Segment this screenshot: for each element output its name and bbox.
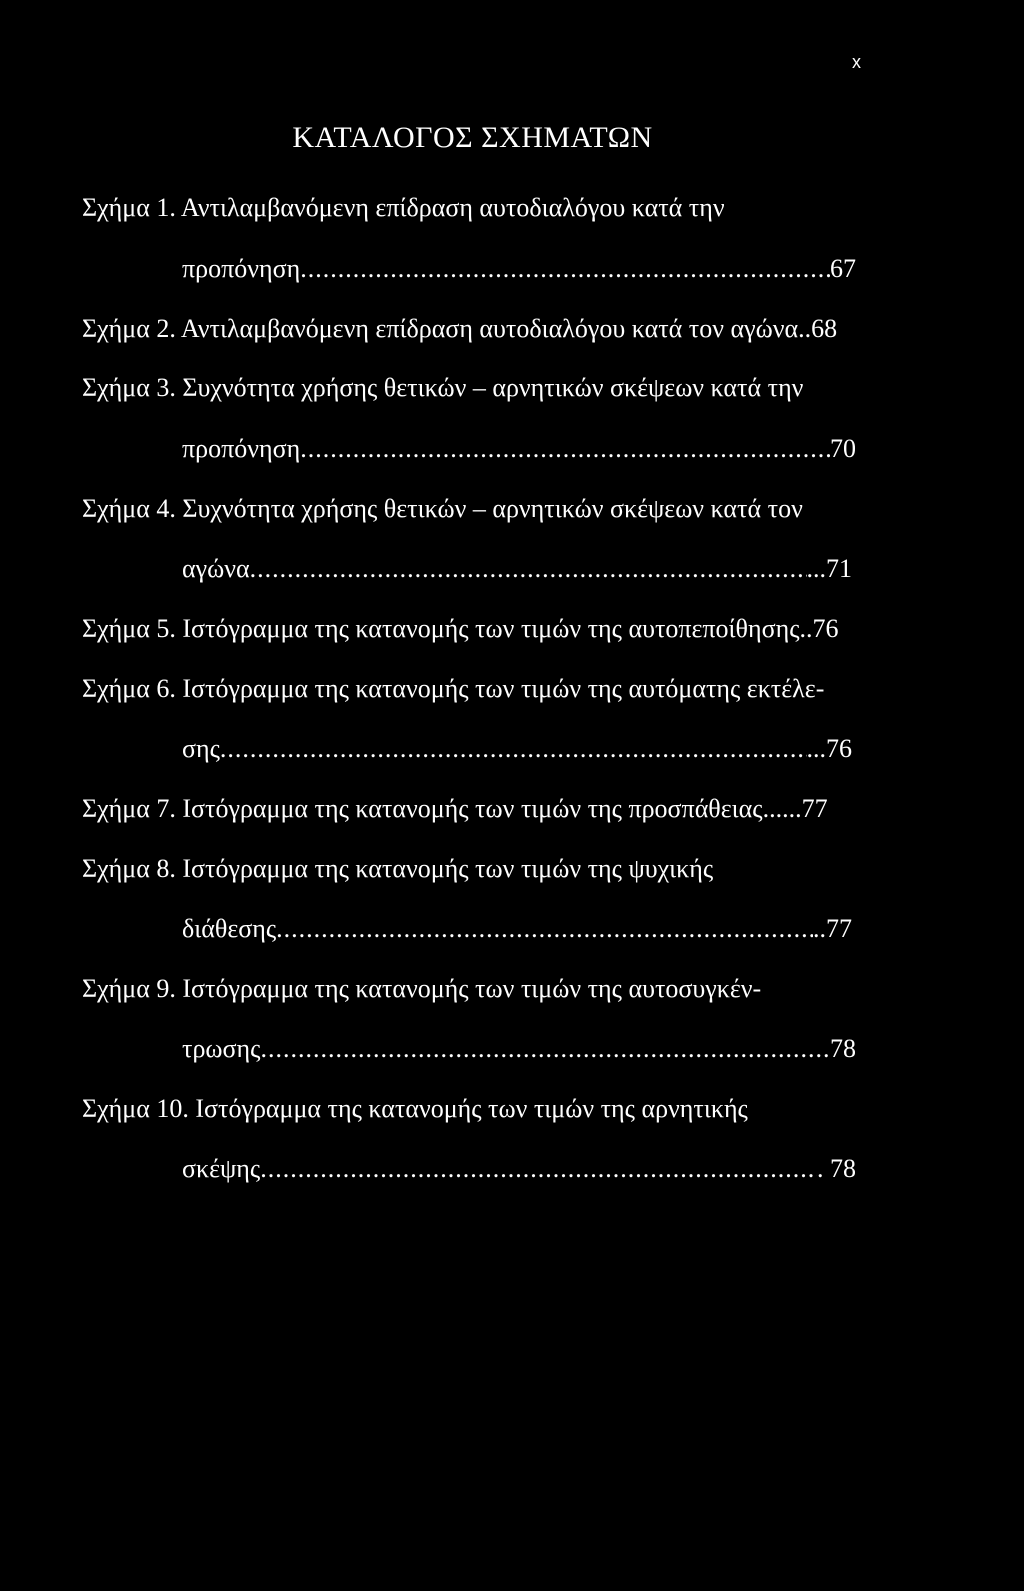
toc-entry-2-label: Σχήμα 2. Αντιλαμβανόμενη επίδραση αυτοδιαλόγου κατά τον αγώνα: [82, 314, 799, 343]
toc-entry-5: [82, 613, 856, 645]
toc-entry-6-continued-text: σης: [182, 734, 220, 763]
toc-entry-3-page: 70: [830, 434, 856, 463]
toc-entry-1-continued-text: προπόνηση: [182, 254, 301, 283]
dot-leader: [250, 553, 807, 585]
page-title: ΚΑΤΑΛΟΓΟΣ ΣΧΗΜΑΤΩΝ: [292, 121, 653, 154]
toc-entry-2-page: ..68: [798, 314, 838, 343]
toc-entry-4-label: Σχήμα 4. Συχνότητα χρήσης θετικών – αρνητικών σκέψεων κατά τον: [82, 494, 803, 523]
dot-leader: [300, 253, 830, 285]
dot-leader: [276, 913, 813, 945]
toc-entry-6-continuation: [182, 733, 852, 765]
toc-entry-9-continued-text: τρωσης: [182, 1034, 261, 1063]
toc-entry-10-continuation: [182, 1153, 856, 1185]
toc-entry-5-label: Σχήμα 5. Ιστόγραμμα της κατανομής των τιμών της αυτοπεποίθησης: [82, 614, 800, 643]
toc-entry-5-page: ..76: [799, 614, 839, 643]
toc-entry-9-continuation: [182, 1033, 856, 1065]
dot-leader: [260, 1153, 817, 1185]
toc-entry-7: [82, 793, 856, 825]
toc-entry-2: [82, 313, 852, 345]
toc-entry-3-continuation: [182, 433, 856, 465]
toc-entry-6-page: ...76: [806, 734, 852, 763]
toc-entry-4-continuation: [182, 553, 852, 585]
toc-entry-8-continued-text: διάθεσης: [182, 914, 277, 943]
toc-entry-7-label: Σχήμα 7. Ιστόγραμμα της κατανομής των τιμών της προσπάθειας: [82, 794, 763, 823]
toc-entry-10-label: Σχήμα 10. Ιστόγραμμα της κατανομής των τιμών της αρνητικής: [82, 1094, 748, 1123]
toc-entry-9-page: 78: [830, 1034, 856, 1063]
toc-entry-8-page: ..77: [813, 914, 852, 943]
page-number: x: [852, 52, 861, 72]
dot-leader: [260, 1033, 830, 1065]
toc-entry-4-page: ...71: [806, 554, 852, 583]
toc-entry-8-continuation: [182, 913, 852, 945]
toc-entry-9-label: Σχήμα 9. Ιστόγραμμα της κατανομής των τιμών της αυτοσυγκέν-: [82, 974, 762, 1003]
toc-entry-10-continued-text: σκέψης: [182, 1154, 261, 1183]
toc-entry-1-continuation: [182, 253, 856, 285]
toc-entry-10-page: . 78: [817, 1154, 856, 1183]
dot-leader: [220, 733, 807, 765]
toc-entry-1-page: 67: [830, 254, 856, 283]
toc-entry-3-label: Σχήμα 3. Συχνότητα χρήσης θετικών – αρνητικών σκέψεων κατά την: [82, 373, 804, 402]
toc-entry-7-page: ......77: [762, 794, 828, 823]
toc-entry-1-label: Σχήμα 1. Αντιλαμβανόμενη επίδραση αυτοδιαλόγου κατά την: [82, 193, 725, 222]
toc-entry-4-continued-text: αγώνα: [182, 554, 250, 583]
toc-entry-8-label: Σχήμα 8. Ιστόγραμμα της κατανομής των τιμών της ψυχικής: [82, 854, 714, 883]
toc-entry-3-continued-text: προπόνηση: [182, 434, 301, 463]
dot-leader: [300, 433, 830, 465]
toc-entry-6-label: Σχήμα 6. Ιστόγραμμα της κατανομής των τιμών της αυτόματης εκτέλε-: [82, 674, 825, 703]
